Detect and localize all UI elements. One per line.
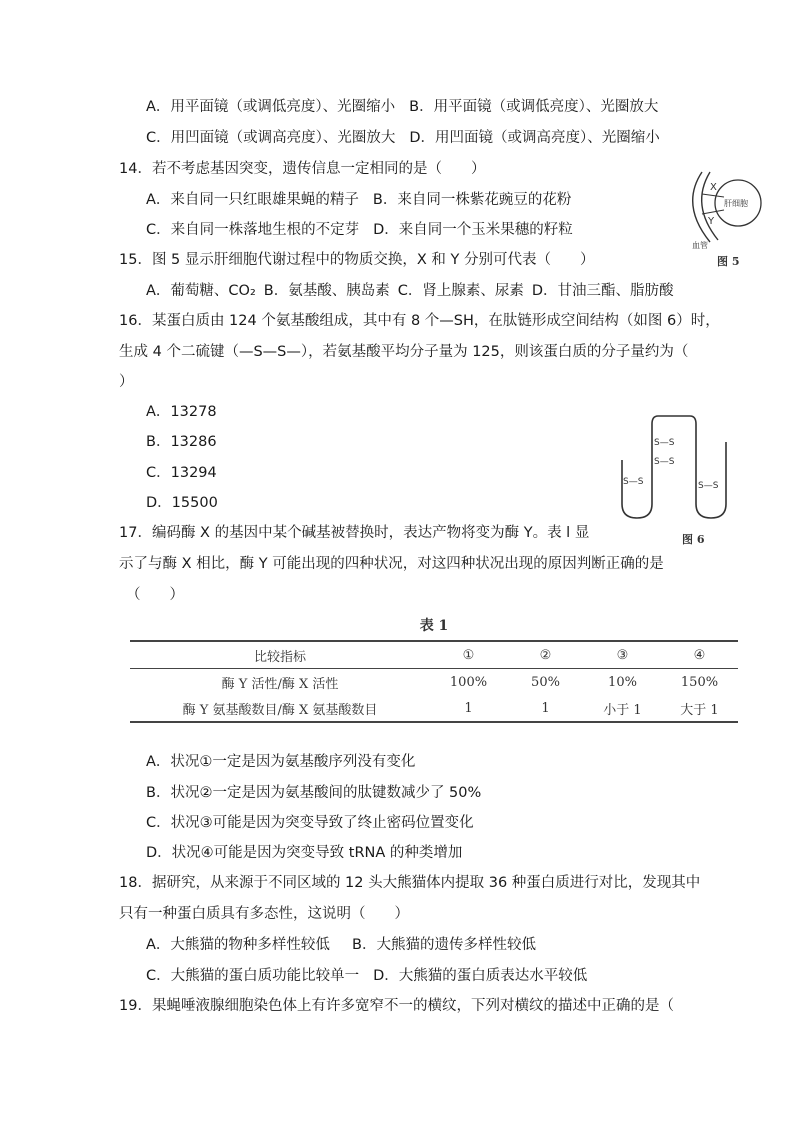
table-header-cell: 比较指标: [130, 641, 430, 669]
table-cell: 酶 Y 氨基酸数目/酶 X 氨基酸数目: [130, 695, 430, 722]
q14-option-a: A．来自同一只红眼雄果蝇的精子: [146, 192, 359, 208]
q17-stem-line1: 17．编码酶 X 的基因中某个碱基被替换时，表达产物将变为酶 Y。表 l 显: [119, 525, 590, 541]
q13-option-d: D．用凹面镜（或调高亮度）、光圈缩小: [409, 130, 660, 146]
q14-stem: 14．若不考虑基因突变，遗传信息一定相同的是（ ）: [119, 161, 486, 177]
table-1-caption: 表 1: [419, 618, 449, 634]
q18-options-row1: [146, 935, 536, 955]
q16-option-c: C．13294: [146, 465, 217, 481]
q17-stem-line2: 示了与酶 X 相比，酶 Y 可能出现的四种状况，对这四种状况出现的原因判断正确的是: [119, 556, 664, 572]
q14-options-row2: [146, 220, 573, 240]
q18-option-c: C．大熊猫的蛋白质功能比较单一: [146, 968, 360, 984]
q14-options-row1: [146, 190, 571, 210]
figure-5-caption: 图 5: [717, 255, 740, 268]
q17-option-a: A．状况①一定是因为氨基酸序列没有变化: [146, 754, 416, 770]
q18-stem-line2: 只有一种蛋白质具有多态性，这说明（ ）: [119, 906, 409, 922]
table-cell: 150%: [680, 674, 719, 690]
q14-option-c: C．来自同一株落地生根的不定芽: [146, 222, 360, 238]
q15-stem: 15．图 5 显示肝细胞代谢过程中的物质交换，X 和 Y 分别可代表（ ）: [119, 252, 595, 268]
table-cell: 50%: [531, 674, 560, 690]
table-cell: 10%: [608, 674, 637, 690]
q16-stem-line1: 16．某蛋白质由 124 个氨基酸组成，其中有 8 个—SH，在肽链形成空间结构（如图 6）时，: [119, 313, 720, 329]
q19-stem: 19．果蝇唾液腺细胞染色体上有许多宽窄不一的横纹，下列对横纹的描述中正确的是（: [119, 998, 674, 1014]
table-cell: 1: [430, 695, 507, 722]
q18-option-b: B．大熊猫的遗传多样性较低: [352, 937, 536, 953]
fig5-vessel-label: 血管: [692, 241, 708, 250]
q15-option-b: B．氨基酸、胰岛素: [263, 283, 390, 299]
table-header-cell: ④: [661, 641, 738, 669]
q16-option-b: B．13286: [146, 434, 217, 450]
table-header-row: [130, 641, 738, 669]
fig5-cell-label: 肝细胞: [724, 199, 748, 208]
table-1-grid: [130, 640, 738, 723]
table-header-cell: ③: [584, 641, 661, 669]
fig5-label-x: X: [710, 182, 717, 193]
table-header-cell: ②: [507, 641, 584, 669]
table-cell: 酶 Y 活性/酶 X 活性: [221, 676, 339, 692]
fig6-bond-left: S—S: [623, 477, 644, 487]
q18-option-a: A．大熊猫的物种多样性较低: [146, 937, 330, 953]
q15-option-d: D．甘油三酯、脂肪酸: [531, 283, 674, 299]
q13-option-b: B．用平面镜（或调低亮度）、光圈放大: [409, 99, 659, 115]
q18-option-d: D．大熊猫的蛋白质表达水平较低: [373, 968, 588, 984]
q13-options-row1: [146, 97, 658, 117]
q16-option-d: D．15500: [146, 495, 218, 511]
table-row: [130, 669, 738, 696]
q17-option-c: C．状况③可能是因为突变导致了终止密码位置变化: [146, 815, 474, 831]
table-cell: 1: [507, 695, 584, 722]
table-header-cell: ①: [430, 641, 507, 669]
q14-option-b: B．来自同一株紫花豌豆的花粉: [372, 192, 572, 208]
q13-option-c: C．用凹面镜（或调高亮度）、光圈放大: [146, 130, 396, 146]
q18-stem-line1: 18．据研究，从来源于不同区域的 12 头大熊猫体内提取 36 种蛋白质进行对比，发现其中: [119, 875, 701, 891]
q16-option-a: A．13278: [146, 404, 217, 420]
q16-stem-line2: 生成 4 个二硫键（—S—S—），若氨基酸平均分子量为 125，则该蛋白质的分子量约为（: [119, 344, 689, 360]
q15-options: [146, 281, 674, 301]
q18-options-row2: [146, 966, 587, 986]
figure-6-caption: 图 6: [682, 533, 705, 546]
fig6-bond-top1: S—S: [654, 438, 675, 448]
fig6-bond-top2: S—S: [654, 457, 675, 467]
q13-options-row2: [146, 128, 660, 148]
q17-stem-line3: （ ）: [126, 587, 184, 603]
q17-option-b: B．状况②一定是因为氨基酸间的肽键数减少了 50%: [146, 785, 482, 801]
table-cell: 小于 1: [584, 695, 661, 722]
table-cell: 大于 1: [661, 695, 738, 722]
fig5-label-y: Y: [708, 216, 715, 227]
q16-stem-line3: ）: [119, 374, 134, 390]
figure-6-peptide-chain: [612, 412, 737, 524]
q13-option-a: A．用平面镜（或调低亮度）、光圈缩小: [146, 99, 396, 115]
q17-option-d: D．状况④可能是因为突变导致 tRNA 的种类增加: [146, 845, 463, 861]
table-1: [130, 612, 738, 723]
q15-option-c: C．肾上腺素、尿素: [397, 283, 524, 299]
table-cell: 100%: [449, 674, 488, 690]
q14-option-d: D．来自同一个玉米果穗的籽粒: [373, 222, 573, 238]
fig6-bond-right: S—S: [698, 481, 719, 491]
q15-option-a: A．葡萄糖、CO₂: [146, 283, 256, 299]
table-row: [130, 695, 738, 722]
